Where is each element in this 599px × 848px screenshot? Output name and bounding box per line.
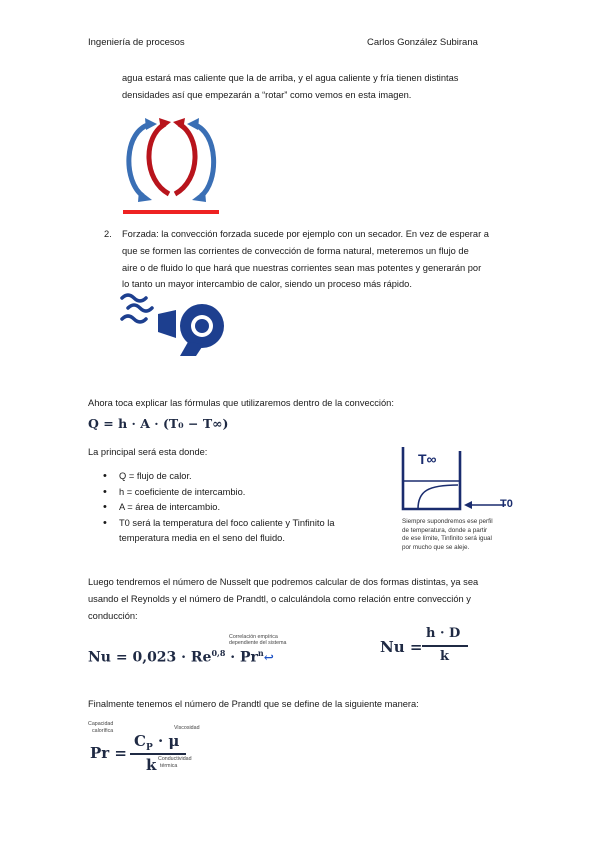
intro-line: densidades así que empezarán a “rotar” como vemos en esta imagen.	[122, 89, 412, 100]
diagram-note	[402, 518, 514, 552]
formula-text: · μ	[152, 732, 180, 750]
forzada-line: que se formen las corrientes de convección de forma natural, meteremos un flujo de	[122, 245, 469, 256]
t-zero-label: T0	[500, 498, 513, 510]
nusselt-ratio-formula	[380, 624, 490, 668]
note-text: Viscosidad	[174, 725, 200, 731]
nusselt-correlation-formula	[88, 648, 274, 666]
formula-exponent: n	[257, 648, 264, 658]
note-text: calorífica	[92, 728, 114, 734]
formula-numerator: h · D	[426, 626, 461, 641]
bullet-line: • T0 será la temperatura del foco caliente y Tinfinito la	[119, 517, 335, 528]
forzada-line: aire o de fluido lo que hará que nuestras corrientes sean mas potentes y generarán por	[122, 262, 482, 273]
fraction-bar	[130, 753, 186, 755]
curved-arrow-icon: ↩	[263, 650, 274, 665]
variables-list	[100, 469, 390, 547]
note-text: térmica	[160, 763, 178, 769]
formula-text: · Pr	[225, 649, 258, 666]
note-line: por mucho que se aleje.	[402, 543, 470, 551]
formula-text: Nu = 0,023 · Re	[88, 649, 212, 666]
formula-denominator: k	[440, 649, 450, 664]
note-text: Capacidad	[88, 721, 114, 727]
forzada-line: Forzada: la convección forzada sucede por ejemplo con un secador. En vez de esperar a	[122, 229, 489, 239]
header-right: Carlos González Subirana	[367, 37, 478, 48]
note-line: dependiente del sistema	[229, 640, 287, 647]
list-item	[100, 516, 390, 547]
formula-subscript: P	[145, 743, 153, 753]
prandtl-formula	[88, 718, 238, 776]
nusselt-line: conducción:	[88, 610, 138, 621]
nusselt-paragraph	[88, 574, 516, 624]
list-number: 2.	[104, 229, 112, 239]
list-item: • Q = flujo de calor.	[100, 469, 390, 485]
principal-label: La principal será esta donde:	[88, 447, 208, 457]
formula-lhs: Pr =	[90, 744, 127, 762]
fraction-bar	[422, 645, 468, 647]
formula-lhs: Nu =	[380, 638, 423, 656]
list-item: • A = área de intercambio.	[100, 500, 390, 516]
formula-numerator	[134, 732, 179, 753]
note-line: Siempre supondremos ese perfil	[402, 518, 493, 525]
formula-text: C	[134, 732, 146, 750]
convection-currents-image	[121, 110, 221, 218]
intro-line: agua estará mas caliente que la de arriba, y el agua caliente y fría tienen distintas	[122, 73, 459, 83]
note-line: de temperatura, donde a partir	[402, 526, 488, 534]
list-item: • h = coeficiente de intercambio.	[100, 485, 390, 501]
nusselt-line: Luego tendremos el número de Nusselt que podremos calcular de dos formas distintas, ya sea	[88, 577, 479, 587]
header-left: Ingeniería de procesos	[88, 37, 185, 48]
formulas-intro: Ahora toca explicar las fórmulas que utilizaremos dentro de la convección:	[88, 398, 394, 408]
prandtl-paragraph: Finalmente tenemos el número de Prandtl que se define de la siguiente manera:	[88, 699, 419, 709]
note-text: Conductividad	[158, 756, 192, 762]
correlation-note	[229, 634, 286, 646]
note-line: de ese límite, Tinfinito será igual	[402, 535, 492, 543]
heat-transfer-formula: Q = h · A · (T₀ − T∞)	[88, 416, 229, 431]
formula-denominator: k	[146, 756, 157, 774]
note-line: Correlación empírica	[229, 634, 278, 640]
bullet-line: temperatura media en el seno del fluido.	[119, 533, 285, 543]
forzada-line: lo tanto un mayor intercambio de calor, siendo un proceso más rápido.	[122, 279, 412, 290]
temperature-profile-curve	[418, 485, 458, 509]
formula-exponent: 0,8	[211, 648, 226, 658]
heat-source-line	[123, 210, 219, 214]
nusselt-line: usando el Reynolds y el número de Prandtl, o calculándola como relación entre convección y	[88, 593, 471, 604]
hair-dryer-icon	[118, 286, 226, 356]
forzada-paragraph	[122, 226, 515, 293]
t-infinity-label: T∞	[418, 451, 437, 467]
intro-paragraph	[122, 70, 502, 104]
